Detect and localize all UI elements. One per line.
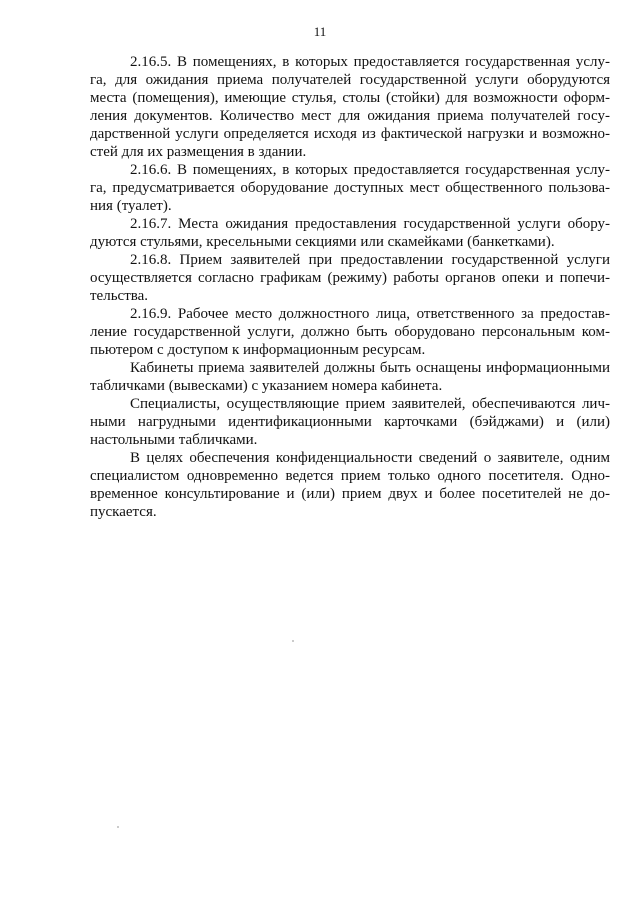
text-line: места (помещения), имеющие стулья, столы (стойки) для возможности оформ- [90,90,610,106]
scan-speck [292,640,294,642]
paragraph [90,215,610,251]
paragraph [90,53,610,161]
text-line: дуются стульями, кресельными секциями или скамейками (банкетками). [90,234,555,250]
text-line: Кабинеты приема заявителей должны быть оснащены информационными [130,360,610,376]
text-line: настольными табличками. [90,432,258,448]
text-line: ления документов. Количество мест для ожидания приема получателей госу- [90,108,610,124]
text-line: специалистом одновременно ведется прием только одного посетителя. Одно- [90,468,610,484]
text-line: пускается. [90,504,157,520]
text-line: тельства. [90,288,149,304]
text-line: дарственной услуги определяется исходя из фактической нагрузки и возможно- [90,126,610,142]
text-line: га, для ожидания приема получателей государственной услуги оборудуются [90,72,610,88]
text-line: Специалисты, осуществляющие прием заявителей, обеспечиваются лич- [130,396,610,412]
text-line: В целях обеспечения конфиденциальности сведений о заявителе, одним [130,450,610,466]
paragraph [90,359,610,395]
text-line: временное консультирование и (или) прием двух и более посетителей не до- [90,486,610,502]
text-line: табличками (вывесками) с указанием номера кабинета. [90,378,443,394]
paragraph [90,161,610,215]
text-line: 2.16.8. Прием заявителей при предоставлении государственной услуги [130,252,610,268]
paragraph [90,251,610,305]
paragraph [90,449,610,521]
page-number: 11 [313,24,327,39]
text-line: стей для их размещения в здании. [90,144,307,160]
text-line: ными нагрудными идентификационными карточками (бэйджами) и (или) [90,414,610,430]
text-line: 2.16.9. Рабочее место должностного лица, ответственного за предостав- [130,306,610,322]
scan-speck [117,826,119,828]
document-body [90,53,610,521]
text-line: 2.16.6. В помещениях, в которых предоставляется государственная услу- [130,162,610,178]
text-line: ния (туалет). [90,198,172,214]
text-line: осуществляется согласно графикам (режиму) работы органов опеки и попечи- [90,270,610,286]
text-line: пьютером с доступом к информационным ресурсам. [90,342,426,358]
paragraph [90,305,610,359]
text-line: ление государственной услуги, должно быть оборудовано персональным ком- [90,324,610,340]
text-line: 2.16.7. Места ожидания предоставления государственной услуги обору- [130,216,610,232]
paragraph [90,395,610,449]
text-line: 2.16.5. В помещениях, в которых предоставляется государственная услу- [130,54,610,70]
text-line: га, предусматривается оборудование доступных мест общественного пользова- [90,180,610,196]
